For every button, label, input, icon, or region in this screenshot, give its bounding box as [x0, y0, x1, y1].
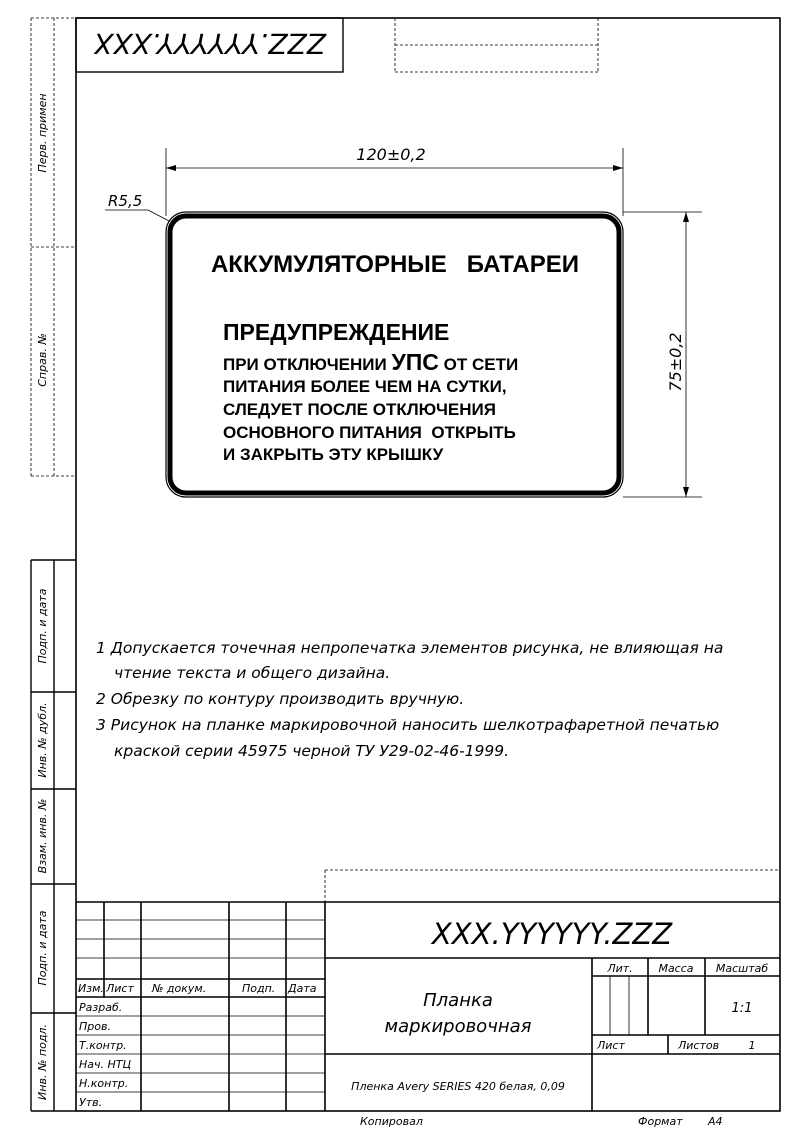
note-1-line-1: 1 Допускается точечная непропечатка элементов рисунка, не влияющая на: [96, 639, 724, 657]
col-list: Лист: [106, 982, 134, 995]
product-name-line-1: Планка: [423, 990, 493, 1011]
label-vzam-inv: Взам. инв. №: [36, 798, 49, 874]
dimension-height: 75±0,2: [666, 332, 685, 392]
dashed-title-extension: [325, 870, 780, 902]
label-sprav-no: Справ. №: [36, 333, 49, 387]
label-massa: Масса: [658, 962, 694, 975]
plate-title: АККУМУЛЯТОРНЫЕ БАТАРЕИ: [210, 251, 580, 278]
left-dashed-strip: [31, 18, 76, 476]
main-frame: [76, 18, 780, 1111]
plate-line-1b: УПС: [391, 349, 439, 375]
plate-line-4: ОСНОВНОГО ПИТАНИЯ ОТКРЫТЬ: [223, 423, 516, 442]
scale-value: 1:1: [731, 1001, 753, 1016]
row-utv: Утв.: [79, 1096, 103, 1109]
note-3-line-1: 3 Рисунок на планке маркировочной наносить шелкотрафаретной печатью: [96, 716, 720, 734]
top-dashed-box: [395, 18, 598, 72]
note-3-line-2: краской серии 45975 черной ТУ У29-02-46-1999.: [114, 742, 510, 760]
label-inv-dubl: Инв. № дубл.: [36, 702, 49, 778]
format-value: A4: [708, 1115, 723, 1128]
listov-value: 1: [748, 1039, 756, 1052]
plate-line-5: И ЗАКРЫТЬ ЭТУ КРЫШКУ: [223, 445, 444, 464]
material-spec: Пленка Avery SERIES 420 белая, 0,09: [351, 1080, 565, 1093]
label-list: Лист: [597, 1039, 625, 1052]
row-prov: Пров.: [79, 1020, 111, 1033]
plate-line-1c: ОТ СЕТИ: [438, 355, 519, 374]
product-name-line-2: маркировочная: [384, 1016, 532, 1037]
row-nkontr: Н.контр.: [79, 1077, 129, 1090]
col-doc-no: № докум.: [152, 982, 207, 995]
label-masshtab: Масштаб: [715, 962, 769, 975]
plate-line-1a: ПРИ ОТКЛЮЧЕНИИ: [223, 355, 392, 374]
label-perv-primen: Перв. примен: [36, 93, 49, 173]
label-listov: Листов: [678, 1039, 720, 1052]
dimension-width: 120±0,2: [356, 145, 426, 164]
rotated-designation: ZZZ.YYYYYY.XXX: [94, 27, 326, 60]
row-nach-ntc: Нач. НТЦ: [79, 1058, 132, 1071]
col-izm: Изм.: [78, 982, 104, 995]
document-designation: XXX.YYYYYY.ZZZ: [431, 917, 673, 951]
note-1-line-2: чтение текста и общего дизайна.: [114, 664, 391, 682]
label-podp-data-1: Подп. и дата: [36, 588, 49, 664]
note-2: 2 Обрезку по контуру производить вручную.: [96, 690, 465, 708]
plate-line-2: ПИТАНИЯ БОЛЕЕ ЧЕМ НА СУТКИ,: [223, 377, 507, 396]
plate-warning-heading: ПРЕДУПРЕЖДЕНИЕ: [223, 319, 450, 345]
label-format: Формат: [638, 1115, 683, 1128]
col-data: Дата: [288, 982, 317, 995]
plate-line-3: СЛЕДУЕТ ПОСЛЕ ОТКЛЮЧЕНИЯ: [223, 400, 496, 419]
label-inv-podl: Инв. № подл.: [36, 1024, 49, 1100]
label-kopiroval: Копировал: [360, 1115, 423, 1128]
row-razrab: Разраб.: [79, 1001, 123, 1014]
dimension-radius: R5,5: [108, 192, 143, 210]
label-lit: Лит.: [607, 962, 633, 975]
label-podp-data-2: Подп. и дата: [36, 910, 49, 986]
col-podp: Подп.: [242, 982, 276, 995]
row-tkontr: Т.контр.: [79, 1039, 127, 1052]
